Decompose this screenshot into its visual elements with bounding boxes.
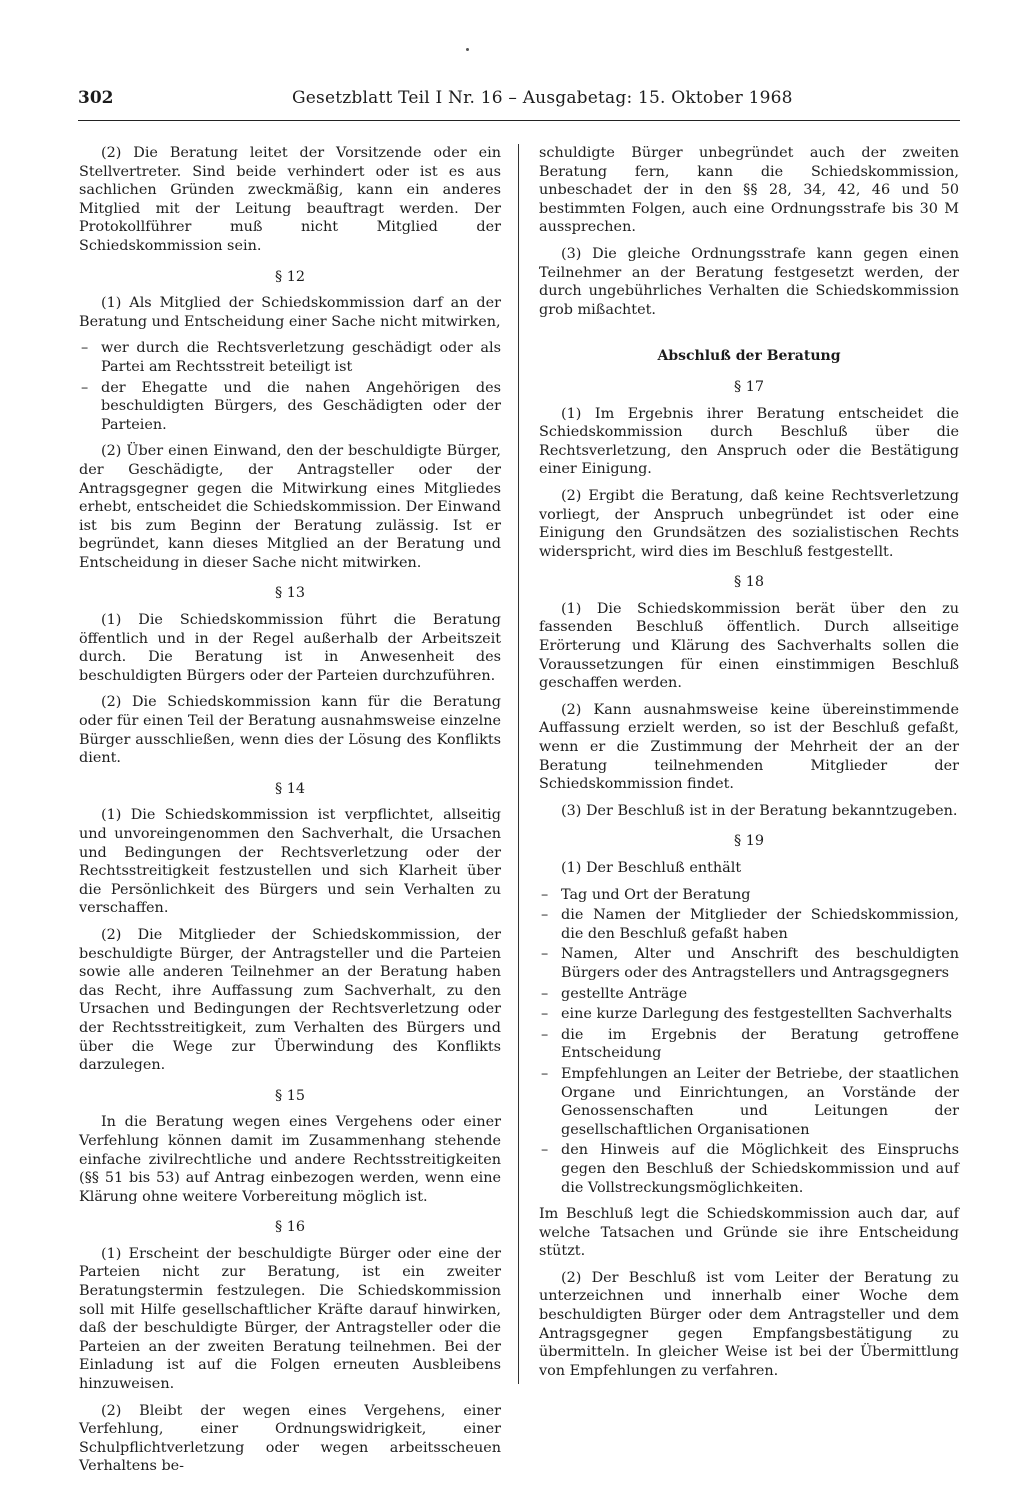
dash-list [539,886,959,1198]
list-item: – eine kurze Darlegung des festgestellten Sachverhalts [539,1005,959,1024]
paragraph: (2) Die Beratung leitet der Vorsitzende oder ein Stellvertreter. Sind beide verhindert oder ist es aus sachlichen Gründen zweckmäßig, kann ein anderes Mitglied mit der Leitung beauftragt werden. Der Protokollführer muß nicht Mitglied der Schiedskommission sein. [79,145,501,254]
paragraph: In die Beratung wegen eines Vergehens oder einer Verfehlung können damit im Zusammenhang stehende einfache zivilrechtliche und andere Rechtsstreitigkeiten (§§ 51 bis 53) auf Antrag einbezogen werden, wenn eine Klärung ohne weitere Vorbereitung möglich ist. [79,1114,501,1205]
section-title: § 13 [274,585,306,602]
list-item: – die Namen der Mitglieder der Schiedskommission, die den Beschluß gefaßt haben [539,906,959,943]
list-item: – Tag und Ort der Beratung [539,886,959,905]
subheading: Abschluß der Beratung [657,348,841,365]
list-item: – gestellte Anträge [539,985,959,1004]
paragraph: (1) Im Ergebnis ihrer Beratung entscheidet die Schiedskommission durch Beschluß über die Rechtsverletzung, den Anspruch oder die Bestätigung einer Einigung. [539,405,959,478]
section-title: § 14 [274,780,306,797]
paragraph: (2) Ergibt die Beratung, daß keine Rechtsverletzung vorliegt, der Anspruch unbegründet ist oder eine Einigung den Grundsätzen des sozialistischen Rechts widerspricht, wird dies im Beschluß festgestellt. [539,487,959,560]
paragraph: (2) Der Beschluß ist vom Leiter der Beratung zu unterzeichnen und innerhalb einer Woche dem beschuldigten Bürger oder dem Antragsteller und dem Antragsgegner gegen Empfangsbestätigung zu übermitteln. In gleicher Weise ist bei der Übermittlung von Empfehlungen zu verfahren. [539,1269,959,1379]
paragraph: Im Beschluß legt die Schiedskommission auch dar, auf welche Tatsachen und Gründe sie ihre Entscheidung stützt. [539,1206,959,1260]
right-column [539,144,959,1388]
paragraph: (1) Der Beschluß enthält [561,860,742,876]
scan-speck [466,48,469,51]
list-item: – den Hinweis auf die Möglichkeit des Einspruchs gegen den Beschluß der Schiedskommission und auf die Vollstreckungsmöglichkeiten. [539,1141,959,1197]
section-title: § 17 [733,378,765,395]
paragraph: (1) Als Mitglied der Schiedskommission darf an der Beratung und Entscheidung einer Sache nicht mitwirken, [79,295,501,330]
paragraph: (1) Die Schiedskommission berät über den zu fassenden Beschluß öffentlich. Durch allseitige Erörterung und Klärung des Sachverhalts sollen die Voraussetzungen für einen einstimmigen Beschluß geschaffen werden. [539,600,959,692]
section-title: § 12 [274,268,306,285]
paragraph: (2) Kann ausnahmsweise keine übereinstimmende Auffassung erzielt werden, so ist der Beschluß gefaßt, wenn er die Zustimmung der Mehrheit der an der Beratung teilnehmenden Mitglieder der Schiedskommission findet. [539,701,959,793]
paragraph: (2) Bleibt der wegen eines Vergehens, einer Verfehlung, einer Ordnungswidrigkeit, einer Schulpflichtverletzung oder wegen arbeitsscheuen Verhaltens be- [79,1402,501,1475]
running-title: Gesetzblatt Teil I Nr. 16 – Ausgabetag: 15. Oktober 1968 [292,88,793,108]
dash-list [79,339,501,434]
paragraph: (1) Erscheint der beschuldigte Bürger oder eine der Parteien nicht zur Beratung, ist ein zweiter Beratungstermin festzulegen. Die Schiedskommission soll mit Hilfe gesellschaftlicher Kräfte darauf hinwirken, daß der beschuldigte Bürger, der Antragsteller oder die Parteien an der zweiten Beratung teilnehmen. Bei der Einladung ist auf die Folgen erneuten Ausbleibens hinzuweisen. [79,1245,501,1393]
list-item: – der Ehegatte und die nahen Angehörigen des beschuldigten Bürgers, des Geschädigten oder der Parteien. [79,379,501,435]
paragraph: (3) Der Beschluß ist in der Beratung bekanntzugeben. [561,802,958,819]
paragraph: (1) Die Schiedskommission führt die Beratung öffentlich und in der Regel außerhalb der Arbeitszeit durch. Die Beratung ist in Anwesenheit des beschuldigten Bürgers oder der Parteien durchzuführen. [79,612,501,684]
paragraph: (2) Die Schiedskommission kann für die Beratung oder für einen Teil der Beratung ausnahmsweise einzelne Bürger ausschließen, wenn dies der Lösung des Konflikts dient. [79,694,501,767]
section-title: § 19 [733,833,765,850]
list-item: – Namen, Alter und Anschrift des beschuldigten Bürgers oder des Antragstellers und Antragsgegners [539,945,959,982]
section-title: § 15 [274,1087,306,1104]
paragraph: (2) Über einen Einwand, den der beschuldigte Bürger, der Geschädigte, der Antragsteller oder der Antragsgegner gegen die Mitwirkung eines Mitgliedes erhebt, entscheidet die Schiedskommission. Der Einwand ist bis zum Beginn der Beratung zulässig. Ist er begründet, kann dieses Mitglied an der Beratung und Entscheidung in dieser Sache nicht mitwirken. [79,443,501,571]
list-item: – wer durch die Rechtsverletzung geschädigt oder als Partei am Rechtsstreit beteiligt ist [79,339,501,376]
paragraph: (3) Die gleiche Ordnungsstrafe kann gegen einen Teilnehmer an der Beratung festgesetzt werden, der durch ungebührliches Verhalten die Schiedskommission grob mißachtet. [539,245,959,318]
paragraph: (1) Die Schiedskommission ist verpflichtet, allseitig und unvoreingenommen den Sachverhalt, die Ursachen und Bedingungen der Rechtsverletzung oder der Rechtsstreitigkeit festzustellen und sich Klarheit über die Persönlichkeit des Bürgers und sein Verhalten zu verschaffen. [79,807,501,917]
left-column [79,144,501,1484]
section-title: § 16 [274,1219,306,1236]
column-divider [518,144,519,1384]
list-item: – Empfehlungen an Leiter der Betriebe, der staatlichen Organe und Einrichtungen, an Vorstände der Genossenschaften und Leitungen der gesellschaftlichen Organisationen [539,1065,959,1139]
paragraph-continued: schuldigte Bürger unbegründet auch der zweiten Beratung fern, kann die Schiedskommission, unbeschadet der in den §§ 28, 34, 42, 46 und 50 bestimmten Folgen, auch eine Ordnungsstrafe bis 30 M aussprechen. [539,145,959,236]
page-header [78,86,960,121]
list-item: – die im Ergebnis der Beratung getroffene Entscheidung [539,1026,959,1063]
paragraph: (2) Die Mitglieder der Schiedskommission, der beschuldigte Bürger, der Antragsteller und die Parteien sowie alle anderen Teilnehmer an der Beratung haben das Recht, ihre Auffassung zum Sachverhalt, zu den Ursachen und Bedingungen der Rechtsverletzung oder der Rechtsstreitigkeit, zum Verhalten des Bürgers und über die Wege zur Überwindung des Konflikts darzulegen. [79,926,501,1074]
section-title: § 18 [733,574,765,591]
page-number: 302 [78,88,114,108]
